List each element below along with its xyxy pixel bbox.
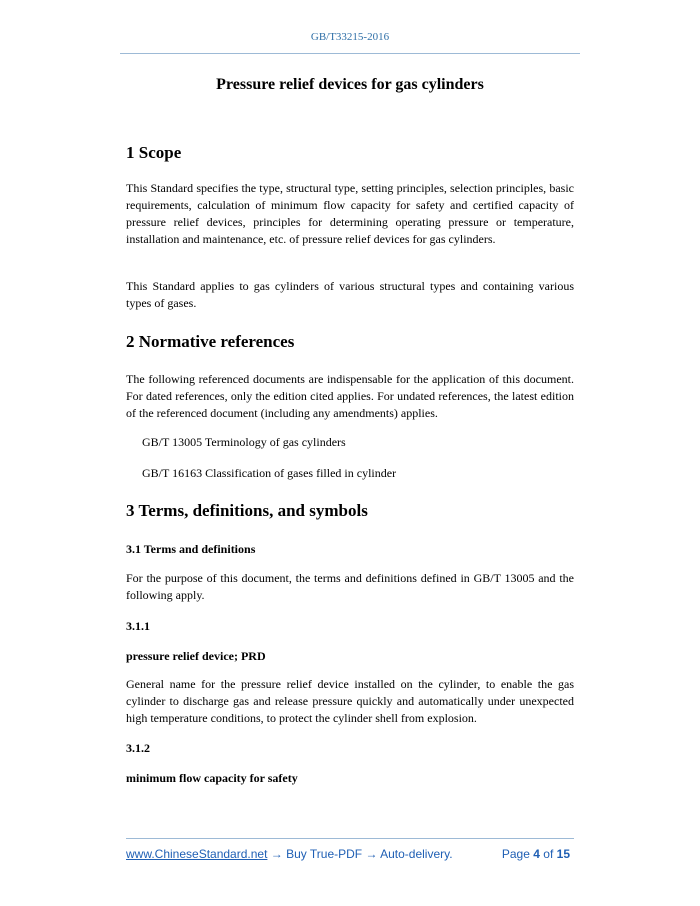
term-name: minimum flow capacity for safety	[126, 771, 298, 785]
page-total: 15	[556, 847, 570, 861]
section-heading-terms: 3 Terms, definitions, and symbols	[126, 501, 368, 520]
section-heading-normative-references: 2 Normative references	[126, 332, 295, 351]
footer	[126, 847, 574, 861]
reference-item: GB/T 16163 Classification of gases filled in cylinder	[142, 466, 397, 480]
term-definition: General name for the pressure relief device installed on the cylinder, to enable the gas cylinder to discharge gas and release pressure quickly and automatically under unexpected high temperature conditions, to protect the cylinder shell from explosion.	[126, 677, 574, 725]
header-rule	[120, 53, 580, 54]
footer-rule	[126, 838, 574, 839]
footer-promo-text: → Buy True-PDF → Auto-delivery.	[267, 847, 453, 861]
terms-intro-paragraph: For the purpose of this document, the terms and definitions defined in GB/T 13005 and the following apply.	[126, 571, 574, 602]
term-number: 3.1.2	[126, 741, 150, 755]
term-name: pressure relief device; PRD	[126, 649, 266, 663]
reference-item: GB/T 13005 Terminology of gas cylinders	[142, 435, 346, 449]
page-label: Page	[501, 847, 530, 861]
section-heading-scope: 1 Scope	[126, 143, 182, 162]
scope-paragraph-1: This Standard specifies the type, structural type, setting principles, selection principles, basic requirements, calculation of minimum flow capacity for safety and certified capacity of pressure relief devices, principles for determining operating pressure or temperature, installation and maintenance, etc. of pressure relief devices for gas cylinders.	[126, 181, 574, 246]
term-number: 3.1.1	[126, 619, 150, 633]
page-indicator	[502, 847, 570, 861]
page-of-label: of	[543, 847, 554, 861]
header-standard-id: GB/T33215-2016	[310, 31, 390, 43]
normative-references-paragraph: The following referenced documents are indispensable for the application of this document. For dated references, only the edition cited applies. For undated references, the latest edition of the referenced document (including any amendments) applies.	[126, 372, 574, 420]
scope-paragraph-2: This Standard applies to gas cylinders of various structural types and containing various types of gases.	[126, 279, 574, 310]
document-title: Pressure relief devices for gas cylinders	[216, 76, 484, 93]
page-current: 4	[533, 847, 540, 861]
footer-site-link[interactable]: www.ChineseStandard.net	[126, 847, 268, 861]
subsection-heading-terms-definitions: 3.1 Terms and definitions	[126, 542, 256, 556]
